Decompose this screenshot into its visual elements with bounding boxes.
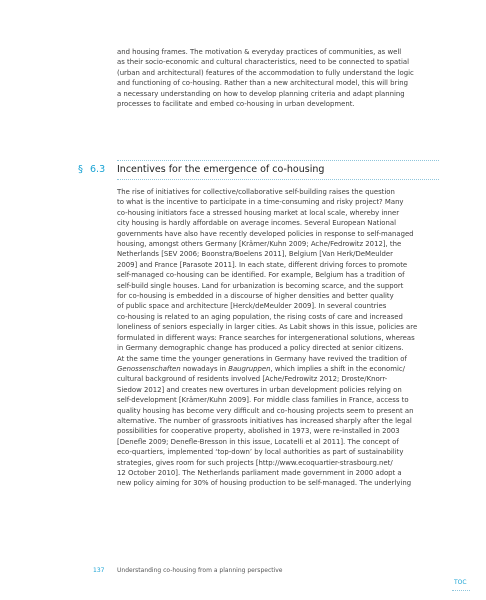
body-paragraph xyxy=(117,187,439,489)
section-title: Incentives for the emergence of co-housing xyxy=(117,164,325,175)
section-number: 6.3 xyxy=(90,164,106,175)
italic-term: Baugruppen xyxy=(228,364,271,373)
text-line: co-housing is related to an aging population, the rising costs of care and increased xyxy=(117,312,403,321)
text-line: processes to facilitate and embed co-housing in urban development. xyxy=(117,100,355,109)
text-line: and housing frames. The motivation & everyday practices of communities, as well xyxy=(117,48,402,56)
section-divider-top xyxy=(117,160,439,161)
text-line xyxy=(117,365,405,373)
text-line: loneliness of seniors especially in larger cities. As Labit shows in this issue, policies are xyxy=(117,323,418,332)
text-line: housing, amongst others Germany [Krämer/Kuhn 2009; Ache/Fedrowitz 2012], the xyxy=(117,240,402,249)
toc-underline xyxy=(452,590,470,591)
text-line: 2009] and France [Parasote 2011]. In each state, different driving forces to promote xyxy=(117,260,408,269)
text-line: 12 October 2010]. The Netherlands parliament made government in 2000 adopt a xyxy=(117,468,402,477)
text-line: strategies, gives room for such projects [http://www.ecoquartier-strasbourg.net/ xyxy=(117,458,393,467)
page-number: 137 xyxy=(93,567,105,574)
text-line: formulated in different ways: France searches for intergenerational solutions, whereas xyxy=(117,333,415,342)
text-line: co-housing initiators face a stressed housing market at local scale, whereby inner xyxy=(117,208,400,217)
toc-link[interactable]: TOC xyxy=(454,579,467,586)
text-line: governments have also have recently developed policies in response to self-managed xyxy=(117,229,414,238)
section-symbol: § xyxy=(78,164,83,175)
text-line: as their socio-economic and cultural characteristics, need to be connected to spatial xyxy=(117,58,409,67)
running-title: Understanding co-housing from a planning perspective xyxy=(117,567,283,574)
text-line: Siedow 2012] and creates new overtures in urban development policies relying on xyxy=(117,385,402,394)
text-fragment: nowadays in xyxy=(180,364,229,373)
text-fragment: , which implies a shift in the economic/ xyxy=(270,364,405,373)
text-line: new policy aiming for 30% of housing production to be self-managed. The underlying xyxy=(117,479,412,488)
text-line: city housing is hardly affordable on average incomes. Several European National xyxy=(117,219,397,228)
text-line: of public space and architecture [Herck/deMeulder 2009]. In several countries xyxy=(117,302,387,311)
section-divider-bottom xyxy=(117,179,439,180)
text-line: self-managed co-housing can be identified. For example, Belgium has a tradition of xyxy=(117,271,405,280)
text-line: in Germany demographic change has produced a policy directed at senior citizens. xyxy=(117,344,404,353)
text-line: The rise of initiatives for collective/collaborative self-building raises the question xyxy=(117,188,395,196)
text-line: and functioning of co-housing. Rather than a new architectural model, this will bring xyxy=(117,79,409,88)
text-line: Netherlands [SEV 2006; Boonstra/Boelens 2011], Belgium [Van Herk/DeMeulder xyxy=(117,250,393,259)
text-line: cultural background of residents involved [Ache/Fedrowitz 2012; Droste/Knorr- xyxy=(117,375,388,384)
text-line: possibilities for cooperative property, abolished in 1973, were re-installed in 2003 xyxy=(117,427,400,436)
intro-paragraph xyxy=(117,47,439,109)
text-line: alternative. The number of grassroots initiatives has increased sharply after the legal xyxy=(117,416,412,425)
text-line: self-development [Krämer/Kuhn 2009]. For middle class families in France, access to xyxy=(117,396,409,405)
text-line: a necessary understanding on how to develop planning criteria and adapt planning xyxy=(117,89,405,98)
text-line: self-build single houses. Land for urbanization is becoming scarce, and the support xyxy=(117,281,404,290)
text-line: [Denefle 2009; Denefle-Bresson in this issue, Locatelli et al 2011]. The concept of xyxy=(117,437,399,446)
text-line: eco-quartiers, implemented ‘top-down’ by local authorities as part of sustainability xyxy=(117,448,404,457)
italic-term: Genossenschaften xyxy=(117,364,181,373)
text-line: quality housing has become very difficult and co-housing projects seem to present an xyxy=(117,406,414,415)
text-line: for co-housing is embedded in a discourse of higher densities and better quality xyxy=(117,292,394,301)
text-line: to what is the incentive to participate in a time-consuming and risky project? Many xyxy=(117,198,404,207)
text-line: At the same time the younger generations in Germany have revived the tradition of xyxy=(117,354,407,363)
text-line: (urban and architectural) features of the accommodation to fully understand the logic xyxy=(117,68,414,77)
